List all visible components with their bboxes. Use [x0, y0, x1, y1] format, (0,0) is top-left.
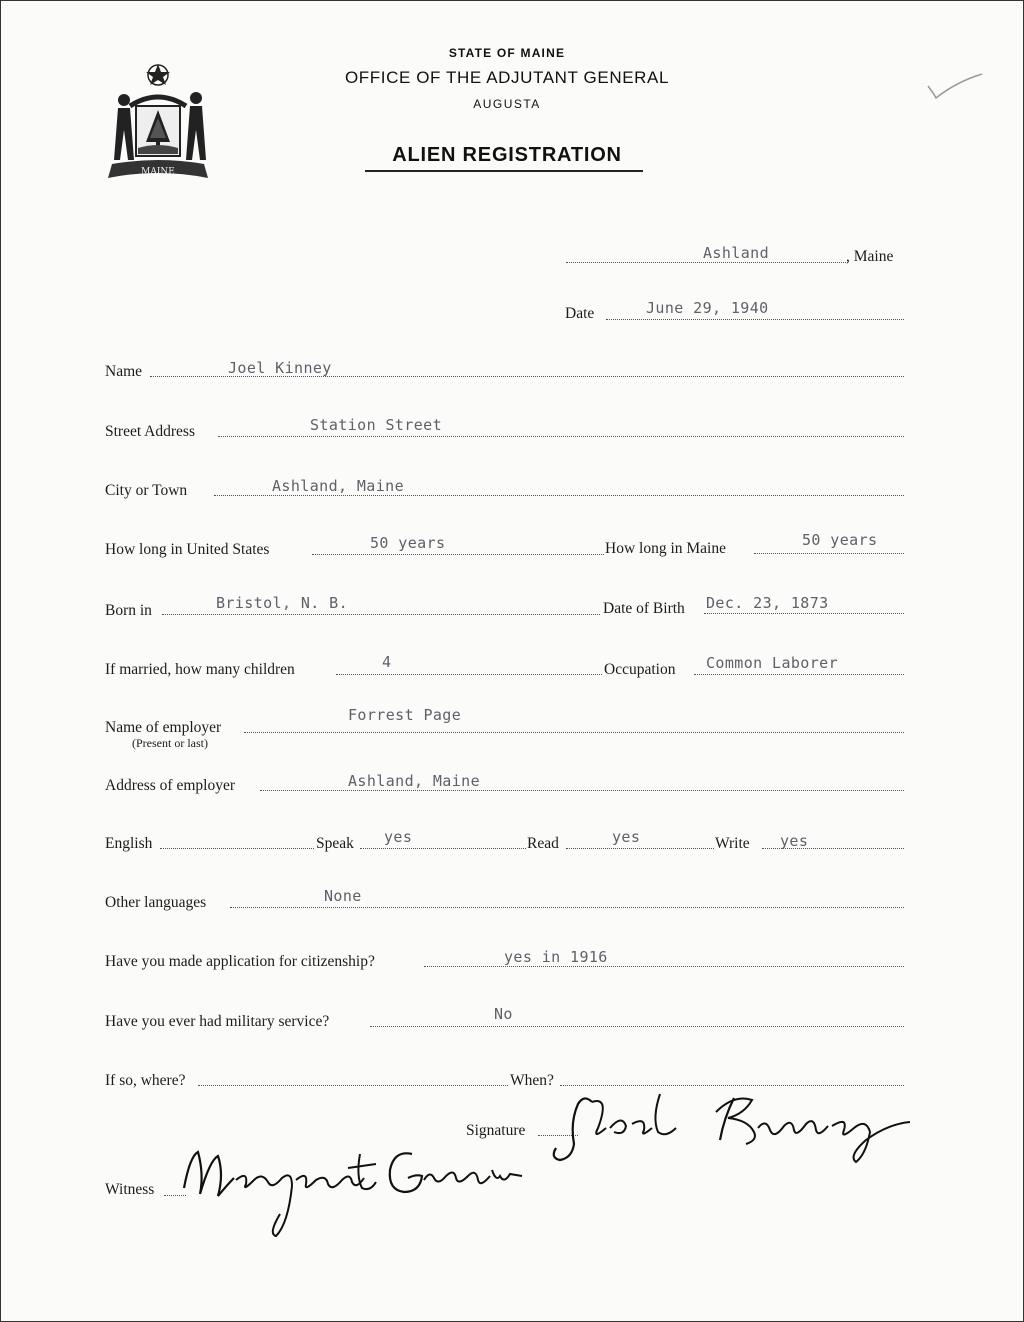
dob-value: Dec. 23, 1873: [706, 594, 829, 612]
signature-handwriting: [548, 1088, 920, 1166]
military-value: No: [494, 1005, 513, 1023]
employer-address-label: Address of employer: [105, 777, 235, 794]
name-label: Name: [105, 363, 143, 380]
city-value: Ashland, Maine: [272, 477, 405, 495]
english-label: English: [105, 835, 153, 852]
street-value: Station Street: [310, 416, 443, 434]
witness-signature-handwriting: [176, 1134, 526, 1246]
children-label: If married, how many children: [105, 661, 295, 678]
page-title: ALIEN REGISTRATION: [392, 144, 622, 166]
write-label: Write: [715, 835, 750, 852]
read-label: Read: [527, 835, 559, 852]
maine-years-value: 50 years: [802, 531, 878, 549]
citizenship-value: yes in 1916: [504, 948, 608, 966]
city-label: City or Town: [105, 482, 188, 499]
speak-value: yes: [384, 828, 413, 846]
checkmark-icon: [926, 72, 986, 102]
where-label: If so, where?: [105, 1072, 186, 1089]
employer-address-value: Ashland, Maine: [348, 772, 481, 790]
header-state: STATE OF MAINE: [448, 46, 566, 60]
date-label: Date: [565, 305, 595, 322]
born-value: Bristol, N. B.: [216, 594, 349, 612]
header-office: OFFICE OF THE ADJUTANT GENERAL: [344, 68, 670, 87]
citizenship-label: Have you made application for citizenship?: [105, 953, 375, 970]
born-label: Born in: [105, 602, 152, 619]
us-years-label: How long in United States: [105, 541, 270, 558]
read-value: yes: [612, 828, 641, 846]
employer-label: Name of employer: [105, 719, 222, 736]
street-label: Street Address: [105, 423, 195, 440]
witness-label: Witness: [105, 1181, 155, 1198]
employer-sublabel: (Present or last): [132, 736, 208, 750]
occupation-value: Common Laborer: [706, 654, 839, 672]
children-value: 4: [382, 653, 392, 671]
employer-value: Forrest Page: [348, 706, 462, 724]
other-languages-value: None: [324, 887, 362, 905]
us-years-value: 50 years: [370, 534, 446, 552]
when-label: When?: [510, 1072, 554, 1089]
other-languages-label: Other languages: [105, 894, 207, 911]
seal-banner-text: MAINE: [141, 167, 175, 177]
write-value: yes: [780, 832, 809, 850]
place-suffix: , Maine: [846, 248, 894, 265]
header-city: AUGUSTA: [473, 97, 541, 111]
place-value: Ashland: [703, 244, 770, 262]
dob-label: Date of Birth: [603, 600, 685, 617]
signature-label: Signature: [466, 1122, 526, 1139]
military-label: Have you ever had military service?: [105, 1013, 330, 1030]
maine-years-label: How long in Maine: [605, 540, 726, 557]
speak-label: Speak: [316, 835, 354, 852]
name-value: Joel Kinney: [228, 359, 332, 377]
title-underline: [365, 170, 643, 172]
occupation-label: Occupation: [604, 661, 676, 678]
date-value: June 29, 1940: [646, 299, 769, 317]
